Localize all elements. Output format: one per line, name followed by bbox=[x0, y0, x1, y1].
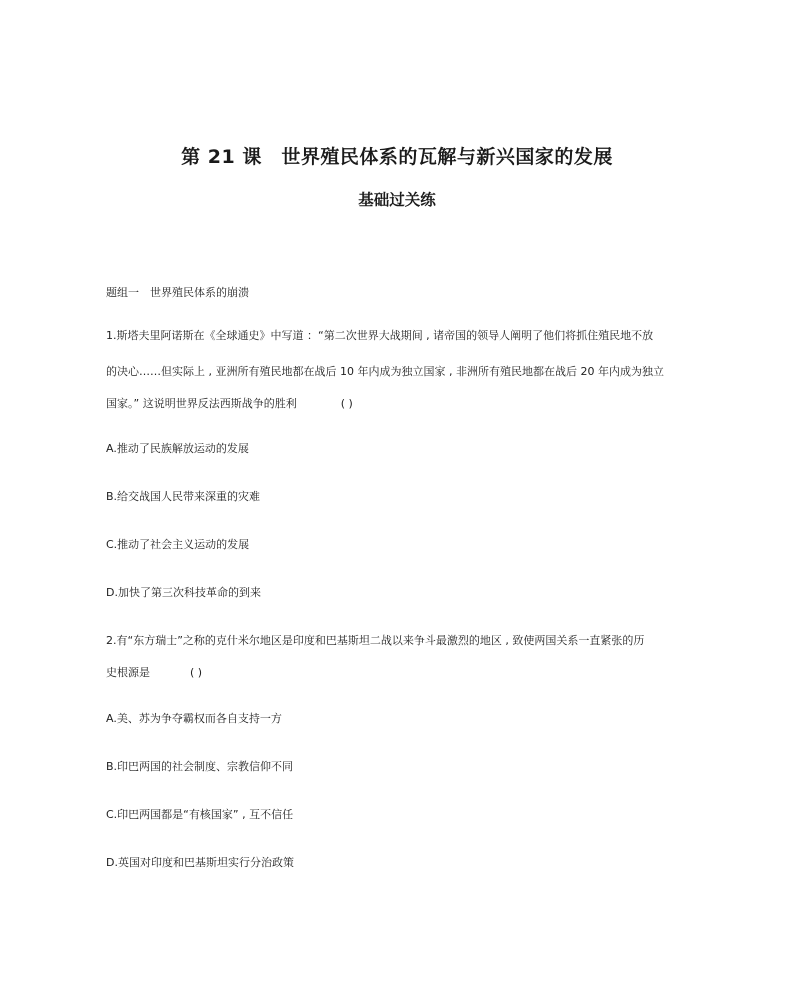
q2-option-a: A.美、苏为争夺霸权而各自支持一方 bbox=[106, 712, 282, 725]
q2-stem-text: 史根源是 bbox=[106, 666, 150, 679]
q2-stem-line-2 bbox=[106, 666, 202, 680]
q2-option-d: D.英国对印度和巴基斯坦实行分治政策 bbox=[106, 856, 294, 869]
q1-stem-line-1: 1.斯塔夫里阿诺斯在《全球通史》中写道 ：“第二次世界大战期间 , 诸帝国的领导人阐明了他们将抓住殖民地不放 bbox=[106, 329, 654, 342]
q1-option-a: A.推动了民族解放运动的发展 bbox=[106, 442, 249, 455]
q1-option-c: C.推动了社会主义运动的发展 bbox=[106, 538, 250, 551]
q1-answer-blank: ( ) bbox=[340, 397, 353, 410]
page-title: 第 21 课 世界殖民体系的瓦解与新兴国家的发展 bbox=[181, 146, 613, 168]
q2-option-c: C.印巴两国都是“有核国家” , 互不信任 bbox=[106, 808, 294, 821]
q2-stem-line-1: 2.有“东方瑞士”之称的克什米尔地区是印度和巴基斯坦二战以来争斗最激烈的地区 , 致使两国关系一直紧张的历 bbox=[106, 634, 645, 647]
q1-stem-line-3 bbox=[106, 397, 353, 411]
q2-answer-blank: ( ) bbox=[190, 666, 203, 679]
question-group-label: 题组一 世界殖民体系的崩溃 bbox=[106, 286, 249, 299]
q1-stem-line-2: 的决心……但实际上 , 亚洲所有殖民地都在战后 10 年内成为独立国家 , 非洲所有殖民地都在战后 20 年内成为独立 bbox=[106, 365, 664, 378]
q1-stem-text: 国家。” 这说明世界反法西斯战争的胜利 bbox=[106, 397, 297, 410]
q2-option-b: B.印巴两国的社会制度、宗教信仰不同 bbox=[106, 760, 294, 773]
q1-option-b: B.给交战国人民带来深重的灾难 bbox=[106, 490, 261, 503]
q1-option-d: D.加快了第三次科技革命的到来 bbox=[106, 586, 261, 599]
page-subtitle: 基础过关练 bbox=[358, 191, 436, 209]
